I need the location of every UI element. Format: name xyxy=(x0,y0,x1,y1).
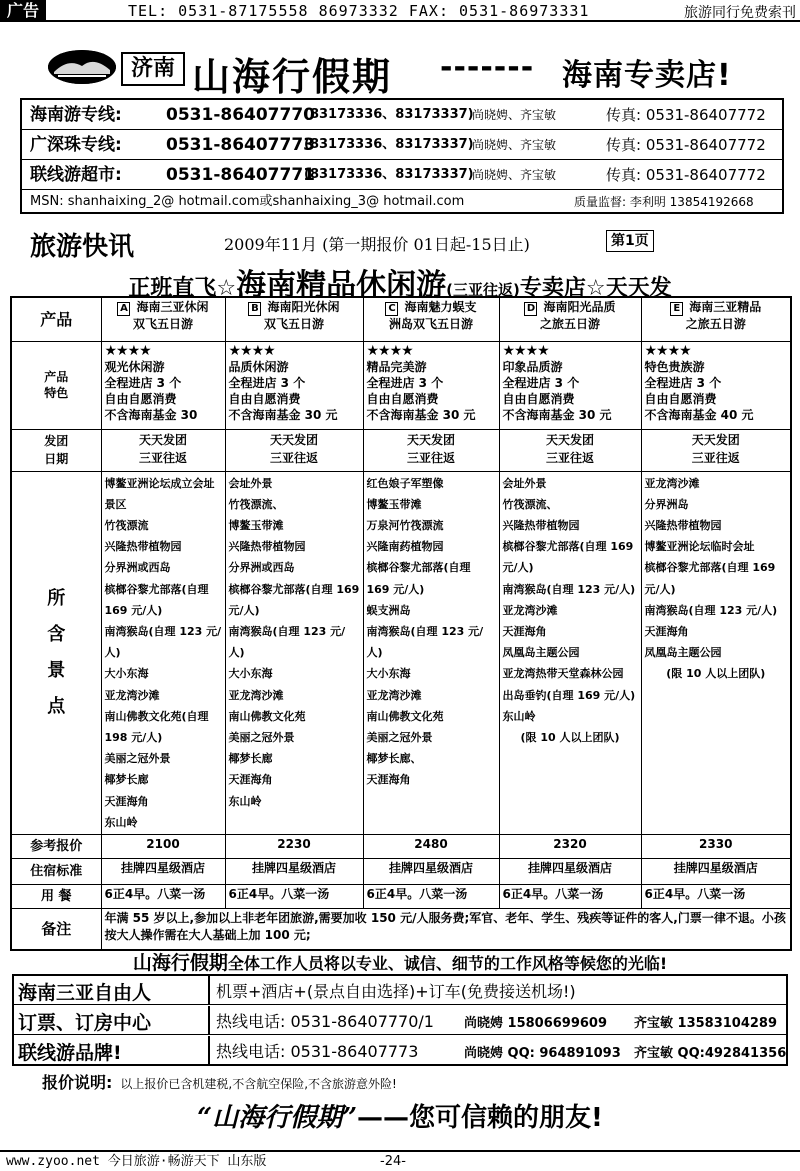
star-rating: ★★★★ xyxy=(644,342,691,359)
spot-item: 南湾猴岛(自理 123 元/人) xyxy=(228,624,346,660)
feature-line: 不含海南基金 30 元 xyxy=(502,407,612,422)
spot-item: 美丽之冠外景 xyxy=(104,752,171,766)
product-table xyxy=(10,296,792,951)
spot-item: 南湾猴岛(自理 123 元/人) xyxy=(104,624,222,660)
spot-item: 博鳌玉带滩 xyxy=(366,497,422,511)
spot-item: 槟榔谷黎尤部落(自理 169 元/人) xyxy=(644,561,776,596)
free-row-contact: 尚晓娉 QQ: 964891093 xyxy=(464,1046,621,1061)
feature-line: 自由自愿消费 xyxy=(104,391,177,406)
meal-value: 6正4早。八菜一汤 xyxy=(363,884,499,908)
contact-label: 广深珠专线: xyxy=(30,135,122,155)
row-label-depart xyxy=(11,429,101,471)
depart-cell xyxy=(499,429,641,471)
depart-line: 三亚往返 xyxy=(691,450,740,465)
feature-line: 特色贵族游 xyxy=(644,359,705,374)
feature-line: 印象品质游 xyxy=(502,359,563,374)
feature-line: 全程进店 3 个 xyxy=(502,375,580,390)
spot-item: 万泉河竹筏漂流 xyxy=(366,518,444,532)
meal-value: 6正4早。八菜一汤 xyxy=(641,884,791,908)
spot-item: 竹筏漂流、 xyxy=(502,497,558,511)
spot-item: 南山佛教文化苑 xyxy=(228,709,306,723)
spot-item: 东山岭 xyxy=(104,815,138,829)
spot-item: 槟榔谷黎尤部落(自理 169 元/人) xyxy=(502,540,634,575)
spot-item: 槟榔谷黎尤部落(自理 169 元/人) xyxy=(228,582,360,617)
star-rating: ★★★★ xyxy=(104,342,151,359)
slogan-right: 专卖店☆天天发 xyxy=(519,276,672,301)
contact-box xyxy=(20,98,784,214)
top-bar xyxy=(0,0,800,22)
row-label-meal: 用 餐 xyxy=(11,884,101,908)
msn-line xyxy=(30,192,754,212)
star-rating: ★★★★ xyxy=(228,342,275,359)
meal-value: 6正4早。八菜一汤 xyxy=(225,884,363,908)
spot-item: 美丽之冠外景 xyxy=(228,730,295,744)
contact-label: 联线游超市: xyxy=(30,165,122,185)
hotel-row xyxy=(11,858,791,884)
spot-item: 博鳌亚洲论坛临时会址 xyxy=(644,540,755,554)
trust-text: ——您可信赖的朋友! xyxy=(357,1103,603,1133)
free-row-text: 机票+酒店+(景点自由选择)+订车(免费接送机场!) xyxy=(216,982,576,1001)
logo-icon xyxy=(48,50,116,84)
row-label-feature-2: 特色 xyxy=(44,386,69,400)
depart-line: 天天发团 xyxy=(269,432,318,447)
page-number: -24- xyxy=(380,1154,406,1169)
feature-cell xyxy=(225,341,363,429)
product-name: 海南三亚休闲 xyxy=(136,300,209,314)
spot-item: 蜈支洲岛 xyxy=(366,603,411,617)
spot-item: 南湾猴岛(自理 123 元/人) xyxy=(502,582,636,596)
spot-item: 东山岭 xyxy=(502,709,536,723)
contact-number: 0531-86407770 xyxy=(166,105,315,125)
star-rating: ★★★★ xyxy=(502,342,549,359)
feature-line: 自由自愿消费 xyxy=(366,391,439,406)
slogan-main: 海南精品休闲游 xyxy=(236,268,447,303)
free-row xyxy=(14,1006,786,1035)
brand-dashes: ------- xyxy=(440,50,535,85)
depart-cell xyxy=(225,429,363,471)
depart-line: 三亚往返 xyxy=(138,450,187,465)
spots-cell xyxy=(101,471,225,834)
spots-cell xyxy=(499,471,641,834)
news-row xyxy=(30,226,790,260)
closing-brand: 山海行假期 xyxy=(132,952,228,974)
spot-item: 兴隆热带植物园 xyxy=(502,518,580,532)
contact-alt-numbers: (83173336、83173337) xyxy=(304,107,474,122)
feature-line: 自由自愿消费 xyxy=(228,391,301,406)
spot-item: 椰梦长廊、 xyxy=(366,752,422,766)
spot-item: 南山佛教文化苑 xyxy=(366,709,444,723)
price-value: 2100 xyxy=(101,834,225,858)
feature-line: 全程进店 3 个 xyxy=(228,375,306,390)
row-label-remark: 备注 xyxy=(11,908,101,950)
row-label-spots xyxy=(11,471,101,834)
meal-row xyxy=(11,884,791,908)
price-value: 2230 xyxy=(225,834,363,858)
product-name-sub: 之旅五日游 xyxy=(685,317,746,331)
contact-people: 尚晓娉、齐宝敏 xyxy=(472,108,557,122)
product-name-cell xyxy=(101,297,225,341)
meal-value: 6正4早。八菜一汤 xyxy=(499,884,641,908)
spot-item: 东山岭 xyxy=(228,794,262,808)
feature-line: 不含海南基金 30 元 xyxy=(228,407,338,422)
news-title: 旅游快讯 xyxy=(30,232,135,262)
closing-text: 全体工作人员将以专业、诚信、细节的工作风格等候您的光临! xyxy=(227,954,668,973)
product-name: 海南魅力蜈支 xyxy=(404,300,477,314)
product-name-sub: 洲岛双飞五日游 xyxy=(388,317,473,331)
spot-item: 南山佛教文化苑(自理 198 元/人) xyxy=(104,709,209,744)
remark-row xyxy=(11,908,791,950)
feature-line: 全程进店 3 个 xyxy=(644,375,722,390)
spot-item: 亚龙湾沙滩 xyxy=(228,688,284,702)
store-title: 海南专卖店! xyxy=(562,58,732,93)
spot-item: 大小东海 xyxy=(228,667,273,681)
depart-cell xyxy=(101,429,225,471)
spot-item: 兴隆热带植物园 xyxy=(644,518,722,532)
row-label-product: 产品 xyxy=(11,297,101,341)
hotel-value: 挂牌四星级酒店 xyxy=(225,858,363,884)
product-letter: E xyxy=(670,302,683,316)
slogan-left: 正班直飞☆ xyxy=(128,276,237,301)
city-label: 济南 xyxy=(121,52,185,86)
product-name: 海南三亚精品 xyxy=(689,300,762,314)
trust-brand: “山海行假期” xyxy=(197,1103,358,1133)
spot-item: 竹筏漂流 xyxy=(104,518,149,532)
spots-cell xyxy=(363,471,499,834)
row-label-feature-1: 产品 xyxy=(44,370,69,384)
spot-item: 椰梦长廊 xyxy=(104,773,149,787)
feature-row xyxy=(11,341,791,429)
product-letter: A xyxy=(117,302,130,316)
product-name-sub: 之旅五日游 xyxy=(539,317,600,331)
spot-item: 大小东海 xyxy=(104,667,149,681)
hotel-value: 挂牌四星级酒店 xyxy=(641,858,791,884)
row-label-spots-char: 点 xyxy=(47,695,66,717)
row-label-spots-char: 所 xyxy=(47,587,66,609)
feature-line: 自由自愿消费 xyxy=(502,391,575,406)
product-name-cell xyxy=(363,297,499,341)
row-label-depart-2: 日期 xyxy=(44,452,69,466)
free-row-title: 订票、订房中心 xyxy=(18,1012,152,1034)
spot-item: 分界洲或西岛 xyxy=(228,561,295,575)
spot-item: 天涯海角 xyxy=(366,773,411,787)
free-row-text: 热线电话: 0531-86407773 xyxy=(216,1042,419,1061)
contact-line xyxy=(22,100,782,130)
contact-people: 尚晓娉、齐宝敏 xyxy=(472,138,557,152)
spot-item: 兴隆热带植物园 xyxy=(104,540,182,554)
feature-line: 品质休闲游 xyxy=(228,359,289,374)
contact-number: 0531-86407771 xyxy=(166,165,315,185)
spot-item: 天涯海角 xyxy=(502,624,547,638)
price-value: 2320 xyxy=(499,834,641,858)
spot-item: 椰梦长廊 xyxy=(228,752,273,766)
remark-text: 年满 55 岁以上,参加以上非老年团旅游,需要加收 150 元/人服务费;军官、老年、学生、残疾等证件的客人,门票一律不退。小孩按大人操作需在大人基础上加 100 元; xyxy=(101,908,791,950)
free-row xyxy=(14,1036,786,1065)
feature-line: 不含海南基金 30 xyxy=(104,407,198,422)
depart-line: 三亚往返 xyxy=(406,450,455,465)
spot-item: 亚龙湾沙滩 xyxy=(104,688,160,702)
free-row-text: 热线电话: 0531-86407770/1 xyxy=(216,1012,434,1031)
feature-line: 精品完美游 xyxy=(366,359,427,374)
depart-row xyxy=(11,429,791,471)
spots-row xyxy=(11,471,791,834)
spot-item: 亚龙湾沙滩 xyxy=(502,603,558,617)
closing-line xyxy=(0,948,800,975)
feature-line: 自由自愿消费 xyxy=(644,391,717,406)
price-row xyxy=(11,834,791,858)
news-page: 第1页 xyxy=(606,230,654,252)
spot-item: 南湾猴岛(自理 123 元/人) xyxy=(366,624,484,660)
spot-item: 会址外景 xyxy=(228,476,273,490)
product-name-cell xyxy=(499,297,641,341)
spot-item: 分界洲岛 xyxy=(644,497,689,511)
footer xyxy=(0,1150,800,1171)
spots-cell xyxy=(225,471,363,834)
price-explanation xyxy=(42,1070,397,1093)
spot-item: 大小东海 xyxy=(366,667,411,681)
spot-item: 亚龙湾热带天堂森林公园 xyxy=(502,667,624,681)
contact-line xyxy=(22,160,782,190)
row-label-hotel: 住宿标准 xyxy=(11,858,101,884)
price-value: 2330 xyxy=(641,834,791,858)
feature-line: 全程进店 3 个 xyxy=(104,375,182,390)
hotel-value: 挂牌四星级酒店 xyxy=(499,858,641,884)
spot-item: 槟榔谷黎尤部落(自理 169 元/人) xyxy=(104,582,209,617)
free-travel-box xyxy=(12,974,788,1066)
top-contact: TEL: 0531-87175558 86973332 FAX: 0531-86973331 xyxy=(128,2,590,20)
quality-supervisor: 质量监督: 李利明 13854192668 xyxy=(574,195,754,209)
contact-number: 0531-86407773 xyxy=(166,135,315,155)
free-row-title: 海南三亚自由人 xyxy=(18,982,152,1004)
brand-name: 山海行假期 xyxy=(192,54,393,99)
hotel-value: 挂牌四星级酒店 xyxy=(101,858,225,884)
depart-line: 天天发团 xyxy=(545,432,594,447)
trust-slogan xyxy=(0,1097,800,1134)
spot-item: 南湾猴岛(自理 123 元/人) xyxy=(644,603,778,617)
spot-item: 博鳌亚洲论坛成立会址景区 xyxy=(104,476,215,511)
header xyxy=(0,38,800,98)
row-label-spots-char: 含 xyxy=(47,623,66,645)
free-row-contact: 齐宝敏 13583104289 xyxy=(634,1016,778,1031)
product-name-cell xyxy=(225,297,363,341)
spot-item: 天涯海角 xyxy=(644,624,689,638)
product-letter: B xyxy=(248,302,261,316)
spot-item: 凤凰岛主题公园 xyxy=(502,646,580,660)
spot-item: 竹筏漂流、 xyxy=(228,497,284,511)
depart-line: 三亚往返 xyxy=(269,450,318,465)
depart-cell xyxy=(641,429,791,471)
spot-item: 美丽之冠外景 xyxy=(366,730,433,744)
spot-note: (限 10 人以上团队) xyxy=(666,667,766,681)
spot-item: 兴隆南药植物园 xyxy=(366,540,444,554)
price-value: 2480 xyxy=(363,834,499,858)
spot-item: 槟榔谷黎尤部落(自理 169 元/人) xyxy=(366,561,471,596)
feature-line: 全程进店 3 个 xyxy=(366,375,444,390)
free-row-title: 联线游品牌! xyxy=(18,1042,122,1064)
free-row-contact: 齐宝敏 QQ:492841356 xyxy=(634,1046,787,1061)
meal-value: 6正4早。八菜一汤 xyxy=(101,884,225,908)
feature-cell xyxy=(101,341,225,429)
depart-line: 天天发团 xyxy=(138,432,187,447)
row-label-depart-1: 发团 xyxy=(44,434,69,448)
explain-title: 报价说明: xyxy=(42,1073,113,1092)
product-name: 海南阳光休闲 xyxy=(267,300,340,314)
feature-cell xyxy=(499,341,641,429)
row-label-price: 参考报价 xyxy=(11,834,101,858)
spot-item: 博鳌玉带滩 xyxy=(228,518,284,532)
product-name-sub: 双飞五日游 xyxy=(263,317,324,331)
news-date: 2009年11月 (第一期报价 01日起-15日止) xyxy=(224,235,530,254)
contact-fax: 传真: 0531-86407772 xyxy=(606,106,766,124)
free-row-contact: 尚晓娉 15806699609 xyxy=(464,1016,608,1031)
product-name: 海南阳光品质 xyxy=(543,300,616,314)
product-letter: C xyxy=(385,302,398,316)
spot-note: (限 10 人以上团队) xyxy=(520,730,620,744)
row-label-spots-char: 景 xyxy=(47,659,66,681)
contact-alt-numbers: (83173336、83173337) xyxy=(304,137,474,152)
depart-line: 天天发团 xyxy=(691,432,740,447)
slogan xyxy=(0,260,800,303)
contact-alt-numbers: (83173336、83173337) xyxy=(304,167,474,182)
feature-cell xyxy=(363,341,499,429)
footer-site: www.zyoo.net 今日旅游·畅游天下 山东版 xyxy=(6,1154,267,1169)
product-name-row xyxy=(11,297,791,341)
explain-text: 以上报价已含机建税,不含航空保险,不含旅游意外险! xyxy=(120,1077,397,1091)
spot-item: 亚龙湾沙滩 xyxy=(644,476,700,490)
contact-people: 尚晓娉、齐宝敏 xyxy=(472,168,557,182)
spot-item: 天涯海角 xyxy=(104,794,149,808)
depart-line: 天天发团 xyxy=(406,432,455,447)
spot-item: 兴隆热带植物园 xyxy=(228,540,306,554)
contact-fax: 传真: 0531-86407772 xyxy=(606,136,766,154)
feature-line: 观光休闲游 xyxy=(104,359,165,374)
spot-item: 分界洲或西岛 xyxy=(104,561,171,575)
feature-line: 不含海南基金 30 元 xyxy=(366,407,476,422)
product-name-sub: 双飞五日游 xyxy=(132,317,193,331)
spot-item: 出岛垂钓(自理 169 元/人) xyxy=(502,688,636,702)
product-letter: D xyxy=(524,302,537,316)
feature-line: 不含海南基金 40 元 xyxy=(644,407,754,422)
star-rating: ★★★★ xyxy=(366,342,413,359)
spots-cell xyxy=(641,471,791,834)
row-label-feature xyxy=(11,341,101,429)
msn-text: MSN: shanhaixing_2@ hotmail.com或shanhaixing_3@ hotmail.com xyxy=(30,194,465,209)
depart-line: 三亚往返 xyxy=(545,450,594,465)
depart-cell xyxy=(363,429,499,471)
feature-cell xyxy=(641,341,791,429)
spot-item: 凤凰岛主题公园 xyxy=(644,646,722,660)
product-name-cell xyxy=(641,297,791,341)
spot-item: 红色娘子军塑像 xyxy=(366,476,444,490)
contact-label: 海南游专线: xyxy=(30,105,122,125)
free-row xyxy=(14,976,786,1005)
spot-item: 会址外景 xyxy=(502,476,547,490)
slogan-sub: (三亚往返) xyxy=(446,281,520,299)
free-copy-label: 旅游同行免费索刊 xyxy=(684,5,796,21)
spot-item: 亚龙湾沙滩 xyxy=(366,688,422,702)
spot-item: 天涯海角 xyxy=(228,773,273,787)
contact-fax: 传真: 0531-86407772 xyxy=(606,166,766,184)
ad-label: 广告 xyxy=(0,0,46,22)
hotel-value: 挂牌四星级酒店 xyxy=(363,858,499,884)
contact-line xyxy=(22,130,782,160)
